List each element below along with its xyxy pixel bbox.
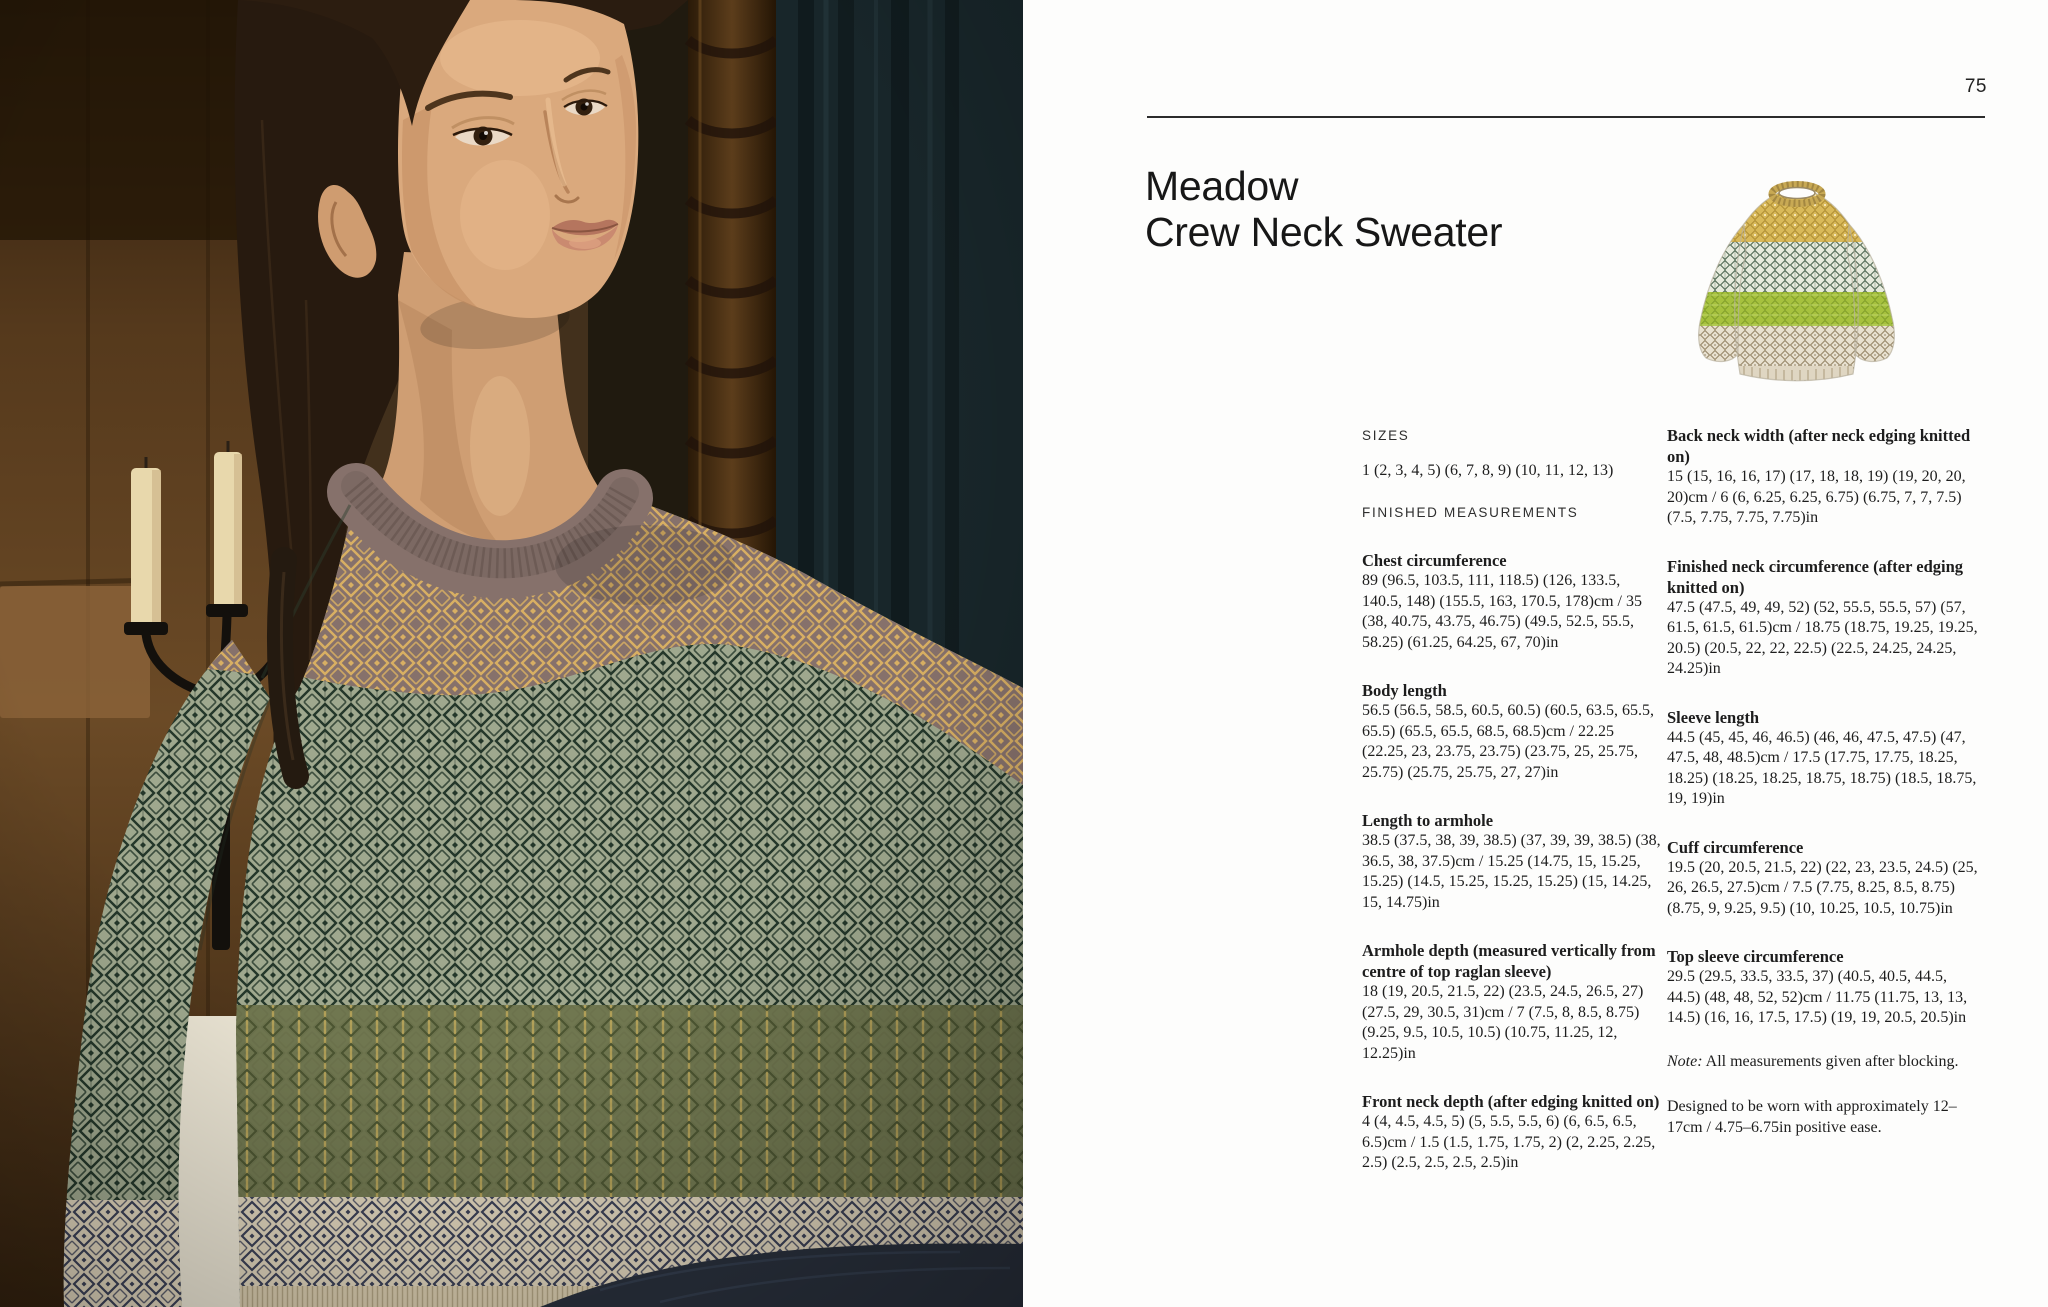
measurement-values: 4 (4, 4.5, 4.5, 5) (5, 5.5, 5.5, 6) (6, 6.5, 6.5, 6.5)cm / 1.5 (1.5, 1.75, 1.75, 2) (2, 2.25, 2.25, 2.5) (2.5, 2.5, 2.5, 2.5)in [1362,1113,1656,1171]
measurement-values: 47.5 (47.5, 49, 49, 52) (52, 55.5, 55.5, 57) (57, 61.5, 61.5, 61.5)cm / 18.75 (18.75, 19.25, 19.25, 20.5) (20.5, 22, 22, 22.5) (22.5, 24.25, 24.25, 24.25)in [1667,598,1978,677]
measurement-heading: Length to armhole [1362,811,1494,830]
left-measurements [1362,550,1662,1174]
measurement-values: 15 (15, 16, 16, 17) (17, 18, 18, 19) (19, 20, 20, 20)cm / 6 (6, 6.25, 6.25, 6.75) (6.75, 7, 7, 7.5) (7.5, 7.75, 7.75, 7.75)in [1667,468,1966,526]
measurement-heading: Chest circumference [1362,551,1507,570]
measurement-section [1362,810,1662,913]
measurement-values: 38.5 (37.5, 38, 39, 38.5) (37, 39, 39, 38.5) (38, 36.5, 38, 37.5)cm / 15.25 (14.75, 15, 15.25, 15.25) (14.5, 15.25, 15.25, 15.25) (15, 14.25, 15, 14.75)in [1362,832,1661,911]
vignette [0,0,1023,1307]
page-title [1145,163,1502,255]
note-paragraph [1667,1051,1982,1072]
measurement-heading: Cuff circumference [1667,837,1804,857]
measurement-section [1667,946,1982,1029]
illustration-neckband [1772,185,1822,204]
model-photo-art [0,0,1023,1307]
illustration-bands [1680,180,1914,390]
pattern-page [1023,0,2048,1307]
sizes-value: 1 (2, 3, 4, 5) (6, 7, 8, 9) (10, 11, 12, 13) [1362,462,1614,479]
sweater-illustration [1680,170,1914,390]
measurements-column-left [1362,420,1662,1174]
measurement-section [1667,837,1982,920]
title-line-2: Crew Neck Sweater [1145,209,1503,255]
note-text: All measurements given after blocking. [1702,1052,1959,1070]
model-photo [0,0,1023,1307]
measurement-heading: Front neck depth (after edging knitted on) [1362,1092,1660,1111]
measurement-heading: Sleeve length [1667,707,1760,727]
note-label: Note: [1667,1052,1703,1070]
page-number: 75 [1964,76,1987,97]
sizes-label: SIZES [1362,428,1410,443]
measurement-heading: Body length [1362,681,1447,700]
measurement-heading: Back neck width (after neck edging knitted on) [1667,426,1971,466]
measurement-values: 29.5 (29.5, 33.5, 33.5, 37) (40.5, 40.5, 44.5, 44.5) (48, 48, 52, 52)cm / 11.75 (11.75, 13, 13, 14.5) (16, 16, 17.5, 17.5) (19, 19, 20.5, 20.5)in [1667,968,1968,1026]
measurements-column-right [1667,420,1982,1138]
finished-measurements-label: FINISHED MEASUREMENTS [1362,505,1579,520]
ease-paragraph: Designed to be worn with approximately 12–17cm / 4.75–6.75in positive ease. [1667,1097,1957,1136]
measurement-values: 56.5 (56.5, 58.5, 60.5, 60.5) (60.5, 63.5, 65.5, 65.5) (65.5, 65.5, 68.5, 68.5)cm / 22.25 (22.25, 23, 23.75, 23.75) (23.75, 25, 25.75, 25.75) (25.75, 25.75, 27, 27)in [1362,702,1654,781]
measurement-heading: Armhole depth (measured vertically from centre of top raglan sleeve) [1362,941,1656,981]
measurement-values: 18 (19, 20.5, 21.5, 22) (23.5, 24.5, 26.5, 27) (27.5, 29, 30.5, 31)cm / 7 (7.5, 8, 8.5, 8.75) (9.25, 9.5, 10.5, 10.5) (10.75, 11.25, 12, 12.25)in [1362,983,1644,1062]
measurement-heading: Finished neck circumference (after edging knitted on) [1667,556,1964,597]
measurement-section [1362,1091,1662,1174]
right-measurements [1667,425,1982,1029]
header-rule [1147,116,1985,118]
measurement-values: 89 (96.5, 103.5, 111, 118.5) (126, 133.5, 140.5, 148) (155.5, 163, 170.5, 178)cm / 35 (38, 40.75, 43.75, 46.75) (49.5, 52.5, 55.5, 58.25) (61.25, 64.25, 67, 70)in [1362,572,1642,651]
measurement-section [1362,680,1662,783]
measurement-values: 19.5 (20, 20.5, 21.5, 22) (22, 23, 23.5, 24.5) (25, 26, 26.5, 27.5)cm / 7.5 (7.75, 8.25, 8.5, 8.75) (8.75, 9, 9.25, 9.5) (10, 10.25, 10.5, 10.75)in [1667,858,1978,917]
measurement-values: 44.5 (45, 45, 46, 46.5) (46, 46, 47.5, 47.5) (47, 47.5, 48, 48.5)cm / 17.5 (17.75, 17.75, 18.25, 18.25) (18.25, 18.25, 18.75, 18.75) (18.5, 18.75, 19, 19)in [1667,728,1977,807]
measurement-section [1667,707,1982,810]
measurement-section [1362,940,1662,1064]
measurement-section [1667,425,1982,529]
measurement-heading: Top sleeve circumference [1667,947,1844,966]
title-line-1: Meadow [1145,163,1299,209]
measurement-section [1667,556,1982,680]
measurement-section [1362,550,1662,653]
